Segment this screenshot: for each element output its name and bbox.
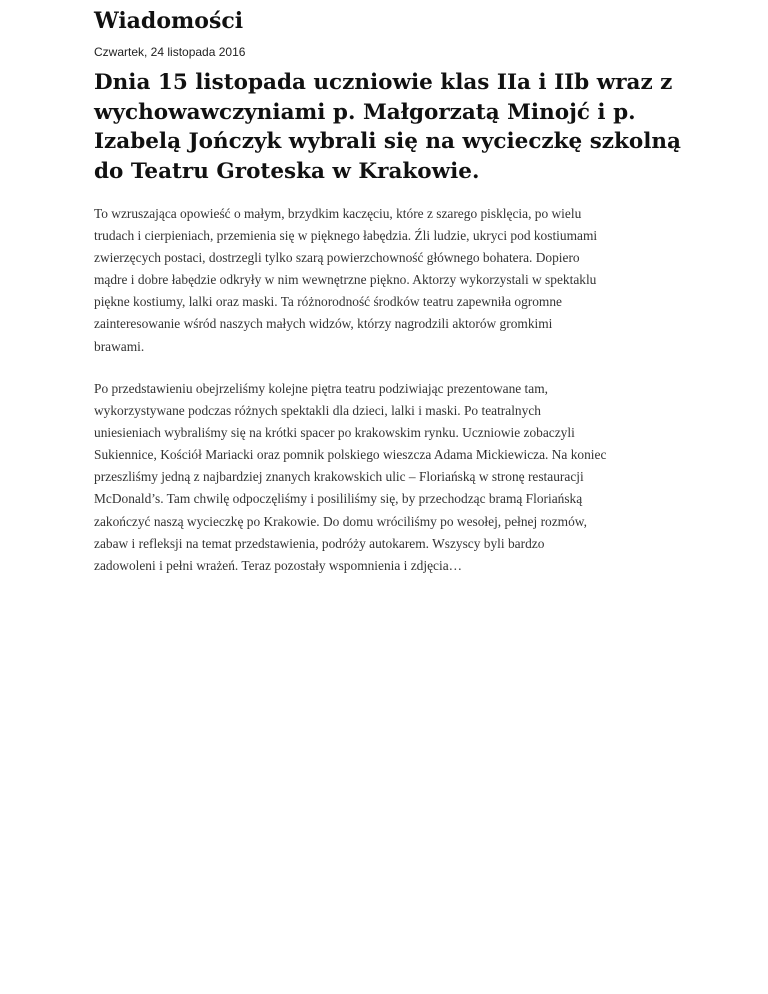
paragraph-line: zadowoleni i pełni wrażeń. Teraz pozostały wspomnienia i zdjęcia…: [94, 557, 463, 573]
article-paragraph-2: [94, 378, 694, 577]
paragraph-line: zakończyć naszą wycieczkę po Krakowie. Do domu wróciliśmy po wesołej, pełnej rozmów,: [94, 513, 587, 529]
headline-line: do Teatru Groteska w Krakowie.: [94, 158, 480, 184]
paragraph-line: zabaw i refleksji na temat przedstawienia, podróży autokarem. Wszyscy byli bardzo: [94, 535, 545, 551]
paragraph-line: To wzruszająca opowieść o małym, brzydkim kaczęciu, które z szarego pisklęcia, po wielu: [94, 206, 582, 221]
headline-line: wychowawczyniami p. Małgorzatą Minojć i p.: [94, 99, 636, 125]
paragraph-line: piękne kostiumy, lalki oraz maski. Ta różnorodność środków teatru zapewniła ogromne: [94, 294, 562, 310]
headline-line: Dnia 15 listopada uczniowie klas IIa i IIb wraz z: [94, 70, 673, 95]
headline-line: Izabelą Jończyk wybrali się na wycieczkę szkolną: [94, 129, 681, 154]
paragraph-line: brawami.: [94, 338, 145, 354]
paragraph-line: mądre i dobre łabędzie odkryły w nim wewnętrzne piękno. Aktorzy wykorzystali w spektaklu: [94, 272, 597, 288]
paragraph-line: McDonald’s. Tam chwilę odpoczęliśmy i posililiśmy się, by przechodząc bramą Floriańską: [94, 491, 583, 507]
paragraph-line: trudach i cierpieniach, przemienia się w pięknego łabędzia. Źli ludzie, ukryci pod kostiumami: [94, 228, 598, 244]
paragraph-line: Po przedstawieniu obejrzeliśmy kolejne piętra teatru podziwiając prezentowane tam,: [94, 381, 548, 396]
section-title: Wiadomości: [94, 8, 244, 34]
paragraph-line: przeszliśmy jedną z najbardziej znanych krakowskich ulic – Floriańską w stronę restauracji: [94, 469, 584, 485]
paragraph-line: Sukiennice, Kościół Mariacki oraz pomnik polskiego wieszcza Adama Mickiewicza. Na koniec: [94, 447, 607, 463]
article-headline: [94, 68, 684, 186]
article-paragraph-1: [94, 203, 694, 358]
article-date: Czwartek, 24 listopada 2016: [94, 45, 246, 59]
paragraph-line: uniesieniach wybraliśmy się na krótki spacer po krakowskim rynku. Uczniowie zobaczyli: [94, 425, 575, 441]
paragraph-line: zwierzęcych postaci, dostrzegli tylko szarą powierzchowność głównego bohatera. Dopiero: [94, 250, 580, 266]
paragraph-line: wykorzystywane podczas różnych spektakli dla dzieci, lalki i maski. Po teatralnych: [94, 403, 541, 419]
paragraph-line: zainteresowanie wśród naszych małych widzów, którzy nagrodzili aktorów gromkimi: [94, 316, 553, 332]
